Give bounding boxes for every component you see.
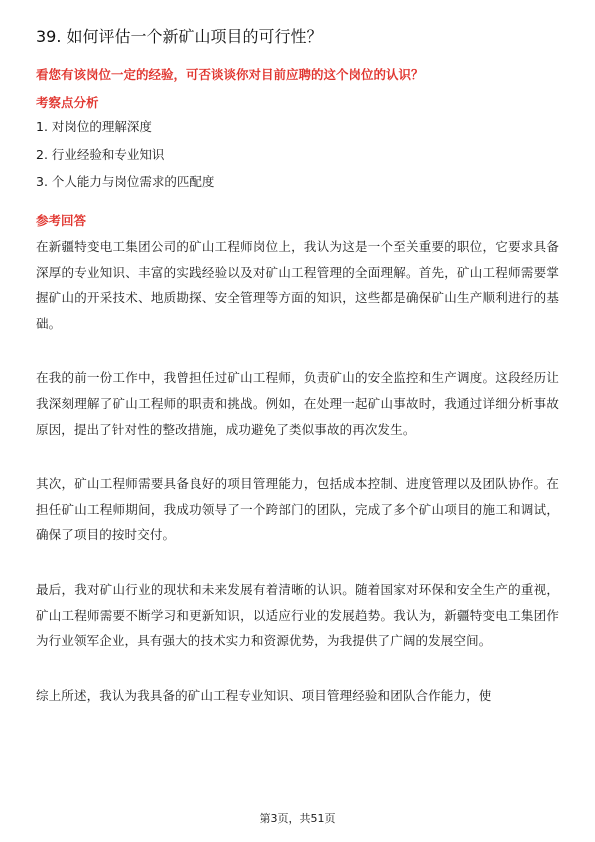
answer-heading: 参考回答 xyxy=(36,213,87,228)
answer-paragraph: 在新疆特变电工集团公司的矿山工程师岗位上，我认为这是一个至关重要的职位，它要求具备深厚的专业知识、丰富的实践经验以及对矿山工程管理的全面理解。首先，矿山工程师需要掌握矿山的开采技术、地质勘探、安全管理等方面的知识，这些都是确保矿山生产顺利进行的基础。 xyxy=(36,239,559,331)
answer-paragraph: 在我的前一份工作中，我曾担任过矿山工程师，负责矿山的安全监控和生产调度。这段经历让我深刻理解了矿山工程师的职责和挑战。例如，在处理一起矿山事故时，我通过详细分析事故原因，提出了针对性的整改措施，成功避免了类似事故的再次发生。 xyxy=(36,370,559,437)
question-number: 39. xyxy=(36,27,62,46)
interview-prompt: 看您有该岗位一定的经验，可否谈谈你对目前应聘的这个岗位的认识？ xyxy=(36,67,424,82)
analysis-heading: 考察点分析 xyxy=(36,95,99,110)
answer-paragraph: 最后，我对矿山行业的现状和未来发展有着清晰的认识。随着国家对环保和安全生产的重视，矿山工程师需要不断学习和更新知识，以适应行业的发展趋势。我认为，新疆特变电工集团作为行业领军企业，具有强大的技术实力和资源优势，为我提供了广阔的发展空间。 xyxy=(36,581,559,649)
answer-paragraph: 其次，矿山工程师需要具备良好的项目管理能力，包括成本控制、进度管理以及团队协作。在担任矿山工程师期间，我成功领导了一个跨部门的团队，完成了多个矿山项目的施工和调试，确保了项目的按时交付。 xyxy=(36,476,559,543)
analysis-point: 2. 行业经验和专业知识 xyxy=(36,146,165,162)
question-text: 如何评估一个新矿山项目的可行性？ xyxy=(66,27,323,46)
analysis-point: 1. 对岗位的理解深度 xyxy=(36,119,152,134)
answer-body xyxy=(36,234,559,737)
answer-paragraph: 综上所述，我认为我具备的矿山工程专业知识、项目管理经验和团队合作能力，使 xyxy=(36,687,492,703)
analysis-point: 3. 个人能力与岗位需求的匹配度 xyxy=(36,174,215,189)
analysis-points xyxy=(36,118,561,201)
question-title xyxy=(36,26,561,48)
page-footer: 第3页，共51页 xyxy=(259,812,336,825)
